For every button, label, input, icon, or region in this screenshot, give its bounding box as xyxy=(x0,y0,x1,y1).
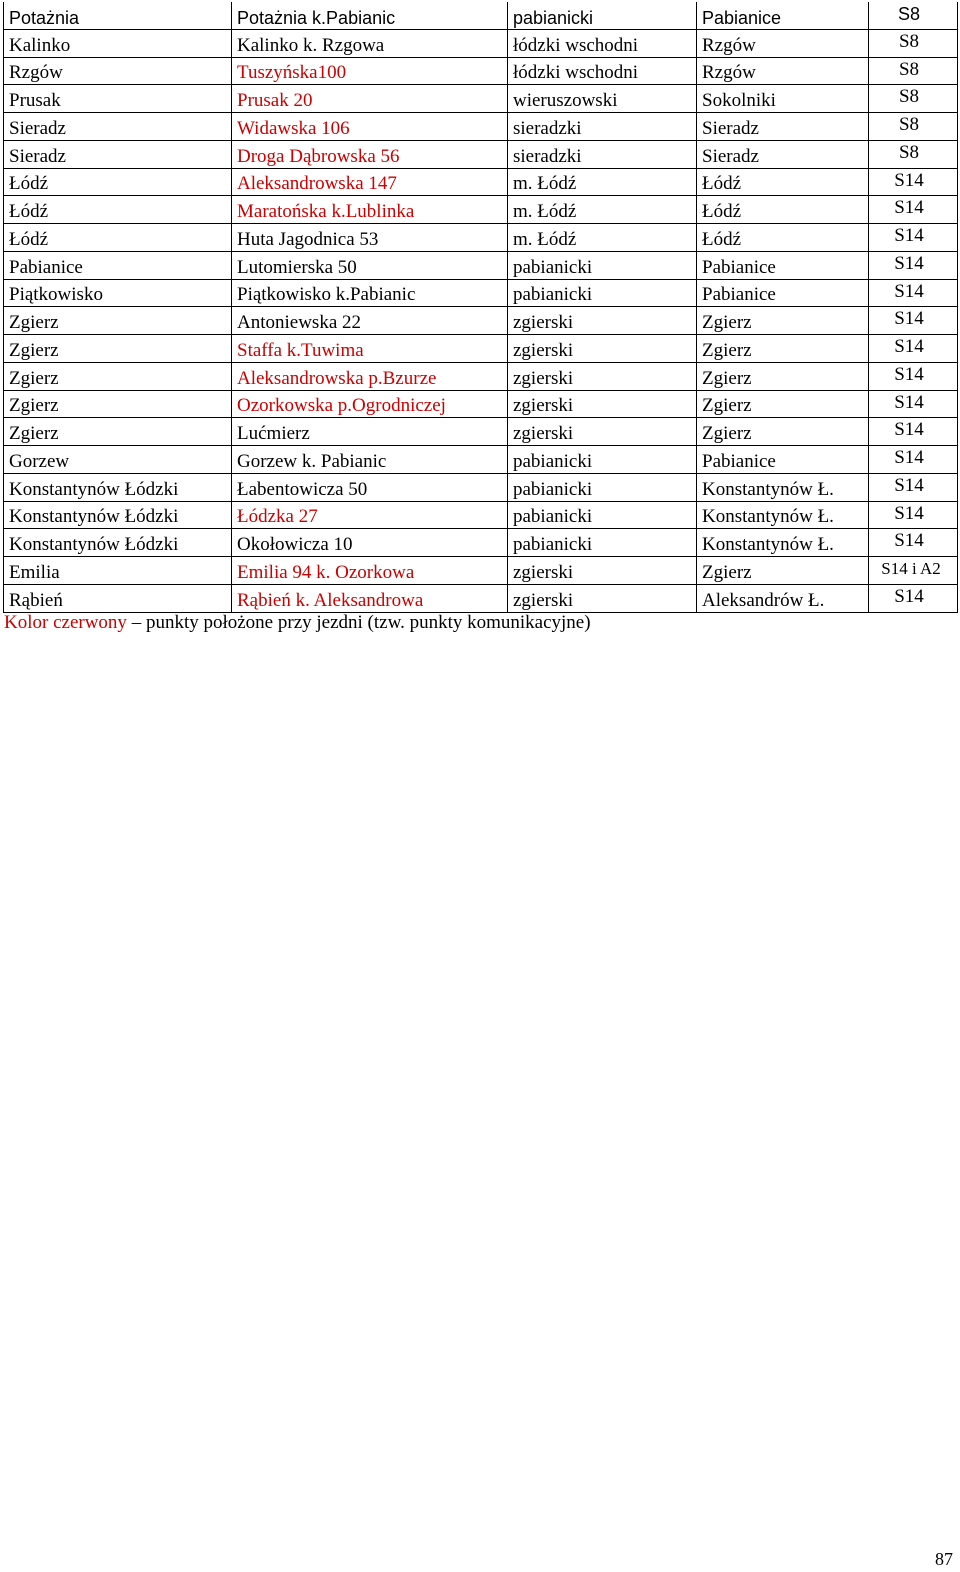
cell-locality: Rzgów xyxy=(4,57,232,85)
cell-commune: Zgierz xyxy=(697,390,869,418)
cell-county: pabianicki xyxy=(508,279,697,307)
cell-road: S8 xyxy=(869,113,958,141)
table-row xyxy=(4,168,958,196)
cell-county: m. Łódź xyxy=(508,168,697,196)
cell-road: S14 xyxy=(869,279,958,307)
cell-county: pabianicki xyxy=(508,251,697,279)
cell-commune: Pabianice xyxy=(697,251,869,279)
cell-location: Antoniewska 22 xyxy=(232,307,508,335)
legend-highlight-text: Kolor czerwony xyxy=(4,612,127,633)
cell-commune: Łódź xyxy=(697,224,869,252)
cell-location: Gorzew k. Pabianic xyxy=(232,446,508,474)
cell-commune: Łódź xyxy=(697,168,869,196)
cell-road: S14 i A2 xyxy=(869,557,958,585)
cell-road: S8 xyxy=(869,140,958,168)
cell-locality: Zgierz xyxy=(4,418,232,446)
cell-location: Piątkowisko k.Pabianic xyxy=(232,279,508,307)
cell-locality: Konstantynów Łódzki xyxy=(4,501,232,529)
cell-county: m. Łódź xyxy=(508,196,697,224)
table-row xyxy=(4,362,958,390)
cell-county: sieradzki xyxy=(508,113,697,141)
cell-location: Łabentowicza 50 xyxy=(232,473,508,501)
cell-county: pabianicki xyxy=(508,446,697,474)
cell-road: S14 xyxy=(869,335,958,363)
cell-locality: Łódź xyxy=(4,168,232,196)
cell-location: Łódzka 27 xyxy=(232,501,508,529)
cell-commune: Zgierz xyxy=(697,335,869,363)
table-row xyxy=(4,501,958,529)
cell-road: S14 xyxy=(869,529,958,557)
cell-commune: Łódź xyxy=(697,196,869,224)
cell-road: S8 xyxy=(869,2,958,29)
cell-location: Huta Jagodnica 53 xyxy=(232,224,508,252)
cell-locality: Zgierz xyxy=(4,335,232,363)
table-row xyxy=(4,224,958,252)
cell-location: Tuszyńska100 xyxy=(232,57,508,85)
table-row xyxy=(4,390,958,418)
table-row xyxy=(4,529,958,557)
table-row xyxy=(4,251,958,279)
cell-locality: Potażnia xyxy=(4,2,232,29)
table-row xyxy=(4,279,958,307)
cell-road: S14 xyxy=(869,390,958,418)
table-row xyxy=(4,113,958,141)
cell-commune: Rzgów xyxy=(697,57,869,85)
cell-county: pabianicki xyxy=(508,473,697,501)
table-row xyxy=(4,307,958,335)
table-row xyxy=(4,473,958,501)
cell-location: Widawska 106 xyxy=(232,113,508,141)
cell-commune: Pabianice xyxy=(697,279,869,307)
cell-location: Aleksandrowska 147 xyxy=(232,168,508,196)
cell-county: zgierski xyxy=(508,418,697,446)
cell-road: S8 xyxy=(869,29,958,57)
table-row xyxy=(4,584,958,612)
cell-location: Maratońska k.Lublinka xyxy=(232,196,508,224)
table-row xyxy=(4,57,958,85)
legend-description: – punkty położone przy jezdni (tzw. punkty komunikacyjne) xyxy=(126,612,591,633)
cell-commune: Zgierz xyxy=(697,557,869,585)
cell-road: S14 xyxy=(869,224,958,252)
cell-county: pabianicki xyxy=(508,501,697,529)
cell-locality: Emilia xyxy=(4,557,232,585)
cell-location: Okołowicza 10 xyxy=(232,529,508,557)
cell-location: Rąbień k. Aleksandrowa xyxy=(232,584,508,612)
cell-road: S14 xyxy=(869,446,958,474)
cell-commune: Zgierz xyxy=(697,307,869,335)
cell-locality: Łódź xyxy=(4,224,232,252)
cell-road: S14 xyxy=(869,168,958,196)
cell-locality: Gorzew xyxy=(4,446,232,474)
cell-location: Emilia 94 k. Ozorkowa xyxy=(232,557,508,585)
cell-road: S14 xyxy=(869,501,958,529)
locations-table xyxy=(3,2,958,613)
table-row xyxy=(4,140,958,168)
table-row xyxy=(4,85,958,113)
color-legend xyxy=(4,612,591,634)
cell-county: zgierski xyxy=(508,584,697,612)
cell-location: Droga Dąbrowska 56 xyxy=(232,140,508,168)
cell-road: S14 xyxy=(869,251,958,279)
cell-location: Prusak 20 xyxy=(232,85,508,113)
cell-county: łódzki wschodni xyxy=(508,29,697,57)
cell-locality: Prusak xyxy=(4,85,232,113)
cell-commune: Sieradz xyxy=(697,113,869,141)
cell-road: S14 xyxy=(869,196,958,224)
cell-commune: Konstantynów Ł. xyxy=(697,501,869,529)
cell-county: zgierski xyxy=(508,307,697,335)
cell-locality: Kalinko xyxy=(4,29,232,57)
cell-locality: Piątkowisko xyxy=(4,279,232,307)
cell-commune: Pabianice xyxy=(697,446,869,474)
cell-locality: Rąbień xyxy=(4,584,232,612)
cell-commune: Pabianice xyxy=(697,2,869,29)
cell-road: S14 xyxy=(869,418,958,446)
table-row xyxy=(4,418,958,446)
cell-location: Potażnia k.Pabianic xyxy=(232,2,508,29)
cell-commune: Rzgów xyxy=(697,29,869,57)
table-row xyxy=(4,335,958,363)
cell-location: Staffa k.Tuwima xyxy=(232,335,508,363)
cell-locality: Łódź xyxy=(4,196,232,224)
cell-location: Ozorkowska p.Ogrodniczej xyxy=(232,390,508,418)
cell-commune: Sieradz xyxy=(697,140,869,168)
cell-county: łódzki wschodni xyxy=(508,57,697,85)
cell-location: Lutomierska 50 xyxy=(232,251,508,279)
cell-locality: Sieradz xyxy=(4,140,232,168)
cell-locality: Pabianice xyxy=(4,251,232,279)
cell-locality: Zgierz xyxy=(4,390,232,418)
cell-commune: Konstantynów Ł. xyxy=(697,473,869,501)
cell-road: S14 xyxy=(869,473,958,501)
table-row xyxy=(4,196,958,224)
cell-location: Kalinko k. Rzgowa xyxy=(232,29,508,57)
cell-road: S14 xyxy=(869,362,958,390)
cell-locality: Konstantynów Łódzki xyxy=(4,529,232,557)
table-row xyxy=(4,2,958,29)
page-number: 87 xyxy=(935,1549,953,1569)
table-row xyxy=(4,29,958,57)
cell-county: pabianicki xyxy=(508,529,697,557)
cell-commune: Sokolniki xyxy=(697,85,869,113)
cell-county: sieradzki xyxy=(508,140,697,168)
cell-location: Lućmierz xyxy=(232,418,508,446)
cell-locality: Konstantynów Łódzki xyxy=(4,473,232,501)
cell-location: Aleksandrowska p.Bzurze xyxy=(232,362,508,390)
cell-commune: Zgierz xyxy=(697,362,869,390)
cell-county: zgierski xyxy=(508,362,697,390)
cell-locality: Sieradz xyxy=(4,113,232,141)
locations-table-body xyxy=(4,2,958,612)
cell-county: zgierski xyxy=(508,557,697,585)
cell-road: S8 xyxy=(869,85,958,113)
cell-county: m. Łódź xyxy=(508,224,697,252)
cell-county: zgierski xyxy=(508,335,697,363)
cell-road: S8 xyxy=(869,57,958,85)
table-row xyxy=(4,446,958,474)
cell-road: S14 xyxy=(869,307,958,335)
cell-county: pabianicki xyxy=(508,2,697,29)
table-row xyxy=(4,557,958,585)
cell-commune: Aleksandrów Ł. xyxy=(697,584,869,612)
cell-commune: Konstantynów Ł. xyxy=(697,529,869,557)
cell-county: zgierski xyxy=(508,390,697,418)
cell-commune: Zgierz xyxy=(697,418,869,446)
cell-locality: Zgierz xyxy=(4,307,232,335)
cell-county: wieruszowski xyxy=(508,85,697,113)
cell-road: S14 xyxy=(869,584,958,612)
cell-locality: Zgierz xyxy=(4,362,232,390)
